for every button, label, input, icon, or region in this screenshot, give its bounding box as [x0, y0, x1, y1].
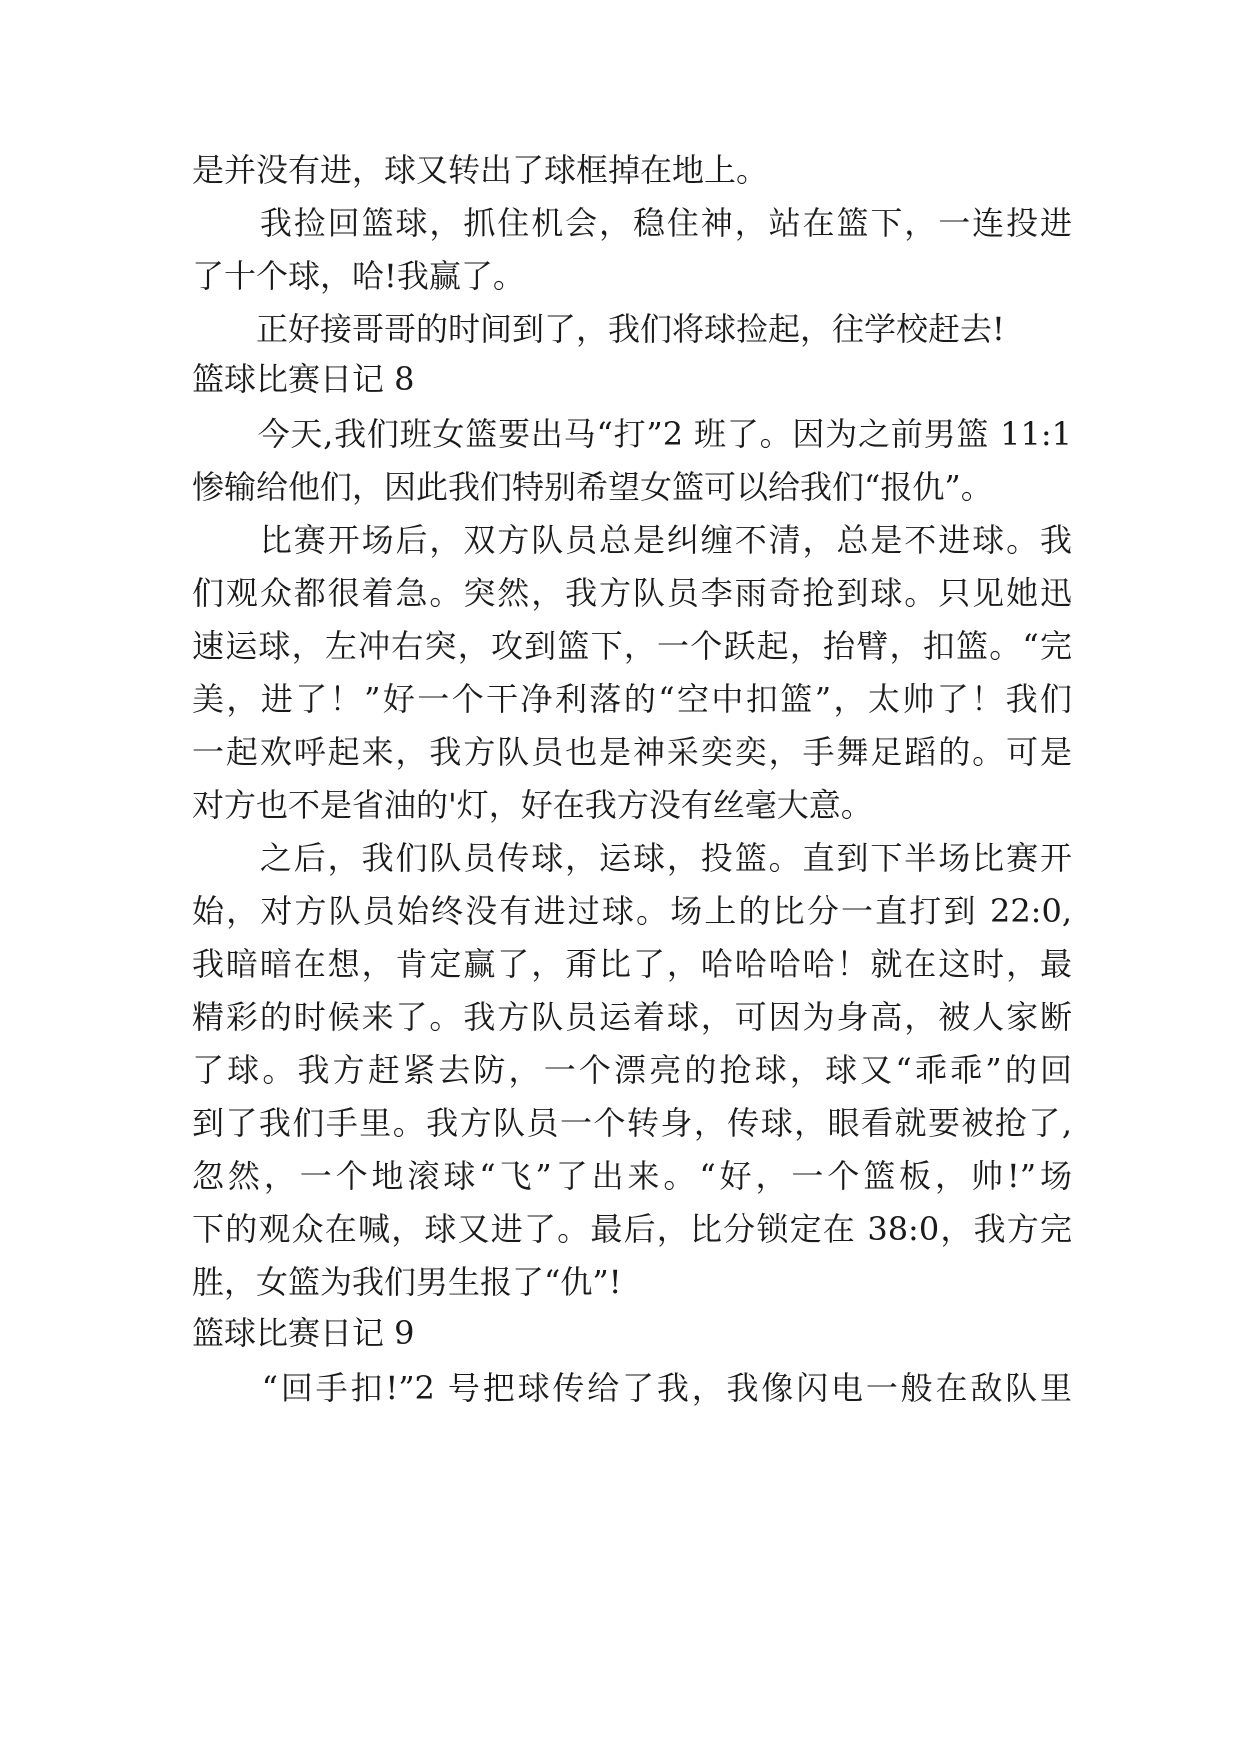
text-line: 了球。我方赶紧去防，一个漂亮的抢球，球又“乖乖”的回 [192, 1051, 1072, 1089]
text-line: 今天,我们班女篮要出马“打”2 班了。因为之前男篮 11:1 [192, 415, 1072, 453]
text-line: 正好接哥哥的时间到了，我们将球捡起，往学校赶去! [192, 310, 1005, 348]
section-heading: 篮球比赛日记 9 [192, 1314, 415, 1352]
text-line: 我捡回篮球，抓住机会，稳住神，站在篮下，一连投进 [192, 204, 1072, 242]
text-line: 了十个球，哈!我赢了。 [192, 257, 525, 295]
text-line: 一起欢呼起来，我方队员也是神采奕奕，手舞足蹈的。可是 [192, 733, 1072, 771]
section-heading: 篮球比赛日记 8 [192, 360, 415, 398]
text-line: 美，进了！”好一个干净利落的“空中扣篮”，太帅了！我们 [192, 680, 1072, 718]
text-line: 我暗暗在想，肯定赢了，甭比了，哈哈哈哈！就在这时，最 [192, 945, 1072, 983]
text-line: 比赛开场后，双方队员总是纠缠不清，总是不进球。我 [192, 521, 1072, 559]
text-line: 是并没有进，球又转出了球框掉在地上。 [192, 151, 769, 189]
text-line: 始，对方队员始终没有进过球。场上的比分一直打到 22:0, [192, 892, 1072, 930]
text-line: 们观众都很着急。突然，我方队员李雨奇抢到球。只见她迅 [192, 574, 1072, 612]
text-line: 胜，女篮为我们男生报了“仇”! [192, 1263, 622, 1301]
text-line: 下的观众在喊，球又进了。最后，比分锁定在 38:0，我方完 [192, 1210, 1072, 1248]
text-line: “回手扣!”2 号把球传给了我，我像闪电一般在敌队里 [192, 1369, 1072, 1407]
text-line: 之后，我们队员传球，运球，投篮。直到下半场比赛开 [192, 839, 1072, 877]
text-line: 精彩的时候来了。我方队员运着球，可因为身高，被人家断 [192, 998, 1072, 1036]
text-line: 速运球，左冲右突，攻到篮下，一个跃起，抬臂，扣篮。“完 [192, 627, 1072, 665]
text-line: 忽然，一个地滚球“飞”了出来。“好，一个篮板，帅!”场 [192, 1157, 1072, 1195]
text-line: 到了我们手里。我方队员一个转身，传球，眼看就要被抢了, [192, 1104, 1072, 1142]
text-line: 惨输给他们，因此我们特别希望女篮可以给我们“报仇”。 [192, 468, 993, 506]
text-line: 对方也不是省油的'灯，好在我方没有丝毫大意。 [192, 786, 873, 824]
